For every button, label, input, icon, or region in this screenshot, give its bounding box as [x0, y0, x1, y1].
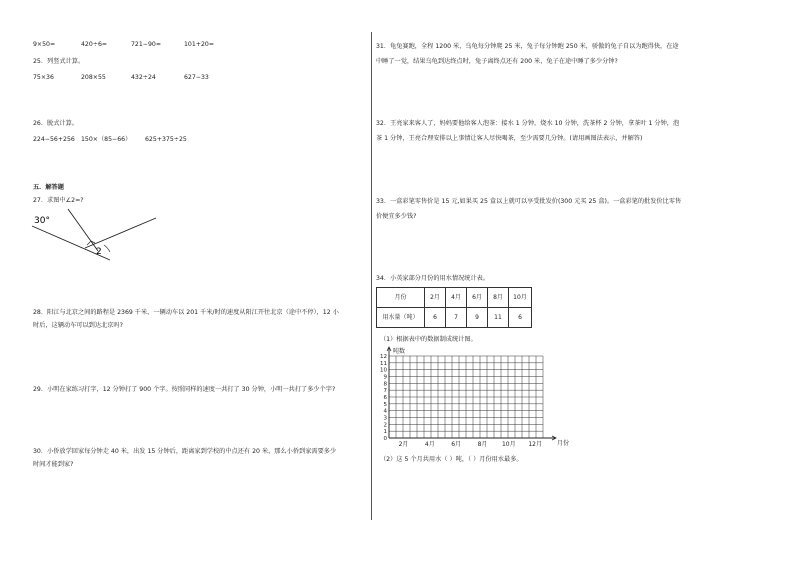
table-cell: 8月 — [488, 288, 509, 308]
figure-line-3 — [85, 218, 156, 248]
table-cell: 11 — [488, 308, 509, 328]
table-cell: 6 — [425, 308, 446, 328]
q34-sub-1: （1）根据表中的数据制成统计图。 — [380, 336, 477, 343]
table-cell: 4月 — [446, 288, 467, 308]
y-tick-label: 5 — [383, 401, 387, 408]
x-tick-label: 12月 — [528, 441, 542, 448]
q29-text: 29．小明在家练习打字，12 分钟打了 900 个字。按照同样的速度一共打了 30 分钟，小明一共打了多少个字? — [33, 386, 336, 393]
q33-line-2: 价便宜多少钱? — [376, 213, 417, 220]
q25-item-2: 208×55 — [81, 74, 106, 81]
q25-title: 25．列竖式计算。 — [33, 58, 85, 65]
q28-line-1: 28．阳江与北京之间的路程是 2369 千米，一辆动车以 201 千米/时的速度从阳江开往北京（途中不停），12 小 — [33, 309, 339, 316]
calc-item-1: 9×50= — [33, 41, 56, 48]
y-tick-label: 0 — [383, 436, 387, 442]
q25-item-3: 432÷24 — [131, 74, 156, 81]
y-tick-label: 6 — [383, 395, 387, 401]
table-cell: 月份 — [377, 288, 425, 308]
table-cell: 6月 — [467, 288, 488, 308]
table-header-row — [377, 288, 532, 308]
q26-item-1: 224−56+256 — [33, 136, 75, 143]
angle-label-2: 2 — [96, 247, 102, 257]
x-tick-label: 6月 — [451, 441, 462, 448]
q25-item-1: 75×36 — [33, 74, 54, 81]
q31-line-1: 31．龟兔赛跑，全程 1200 米，乌龟每分钟爬 25 米，兔子每分钟跑 250 米，骄傲的兔子自以为跑得快，在途 — [376, 43, 679, 50]
angle-arc — [104, 245, 110, 252]
q32-line-1: 32．王亮家来客人了，妈妈要他给客人泡茶：接水 1 分钟，烧水 10 分钟，洗茶杯 2 分钟，拿茶叶 1 分钟，泡 — [376, 120, 680, 127]
table-cell: 6 — [509, 308, 532, 328]
y-tick-label: 8 — [383, 381, 387, 388]
y-tick-label: 1 — [383, 429, 387, 436]
y-tick-label: 2 — [383, 422, 387, 429]
table-cell: 用水量（吨） — [377, 308, 425, 328]
y-tick-label: 10 — [380, 367, 387, 374]
table-cell: 2月 — [425, 288, 446, 308]
water-usage-chart — [376, 344, 576, 452]
calc-item-4: 101+20= — [184, 41, 215, 48]
q26-item-3: 625+375÷25 — [145, 136, 187, 143]
y-tick-label: 3 — [383, 415, 387, 422]
calc-item-3: 721−90≈ — [131, 41, 162, 48]
x-tick-label: 4月 — [424, 441, 435, 448]
y-tick-label: 4 — [383, 408, 387, 415]
q32-line-2: 茶 1 分钟，王亮合理安排以上事情让客人尽快喝茶，至少需要几分钟。(请用画图法表示，并解答) — [376, 135, 643, 142]
q26-item-2: 150×（85−66） — [81, 136, 132, 143]
angle-label-30: 30° — [34, 216, 50, 226]
x-tick-label: 8月 — [477, 441, 488, 448]
q33-line-1: 33．一盒彩笔零售价是 15 元,如果买 25 盒以上就可以享受批发价(300 元买 25 盒)。一盒彩笔的批发价比零售 — [376, 198, 682, 205]
y-tick-label: 9 — [383, 374, 387, 381]
table-cell: 7 — [446, 308, 467, 328]
section-5-title: 五．解答题 — [33, 184, 64, 191]
column-divider — [371, 32, 372, 520]
y-axis-label: 吨数 — [393, 348, 406, 355]
q30-line-2: 时间才能到家? — [33, 461, 74, 468]
y-tick-label: 12 — [380, 354, 387, 360]
q34-sub-2: （2）这 5 个月共用水（ ）吨，（ ）月份用水最多。 — [380, 456, 523, 463]
q25-item-4: 627−33 — [184, 74, 209, 81]
q34-title: 34．小英家部分月份的用水情况统计表。 — [376, 275, 490, 282]
table-cell: 9 — [467, 308, 488, 328]
table-data-row — [377, 308, 532, 328]
q31-line-2: 中睡了一觉，结果乌龟到达终点时，兔子离终点还有 200 米，兔子在途中睡了多少分钟? — [376, 58, 618, 65]
x-tick-label: 2月 — [398, 441, 409, 448]
table-cell: 10月 — [509, 288, 532, 308]
y-tick-label: 11 — [380, 360, 387, 367]
q28-line-2: 时后，这辆动车可以到达北京吗? — [33, 322, 123, 329]
y-tick-label: 7 — [383, 388, 387, 395]
q30-line-1: 30．小侨放学回家每分钟走 40 米，出发 15 分钟后，距离家到学校的中点还有 20 米，那么小侨到家需要多少 — [33, 448, 337, 455]
water-usage-table — [376, 287, 532, 328]
x-tick-label: 10月 — [501, 441, 516, 448]
q26-title: 26．脱式计算。 — [33, 120, 78, 127]
q27-title: 27．求图中∠2=? — [33, 197, 84, 204]
q27-angle-figure — [30, 208, 160, 266]
x-axis-label: 月份 — [557, 440, 570, 447]
calc-item-2: 420÷6= — [81, 41, 108, 48]
